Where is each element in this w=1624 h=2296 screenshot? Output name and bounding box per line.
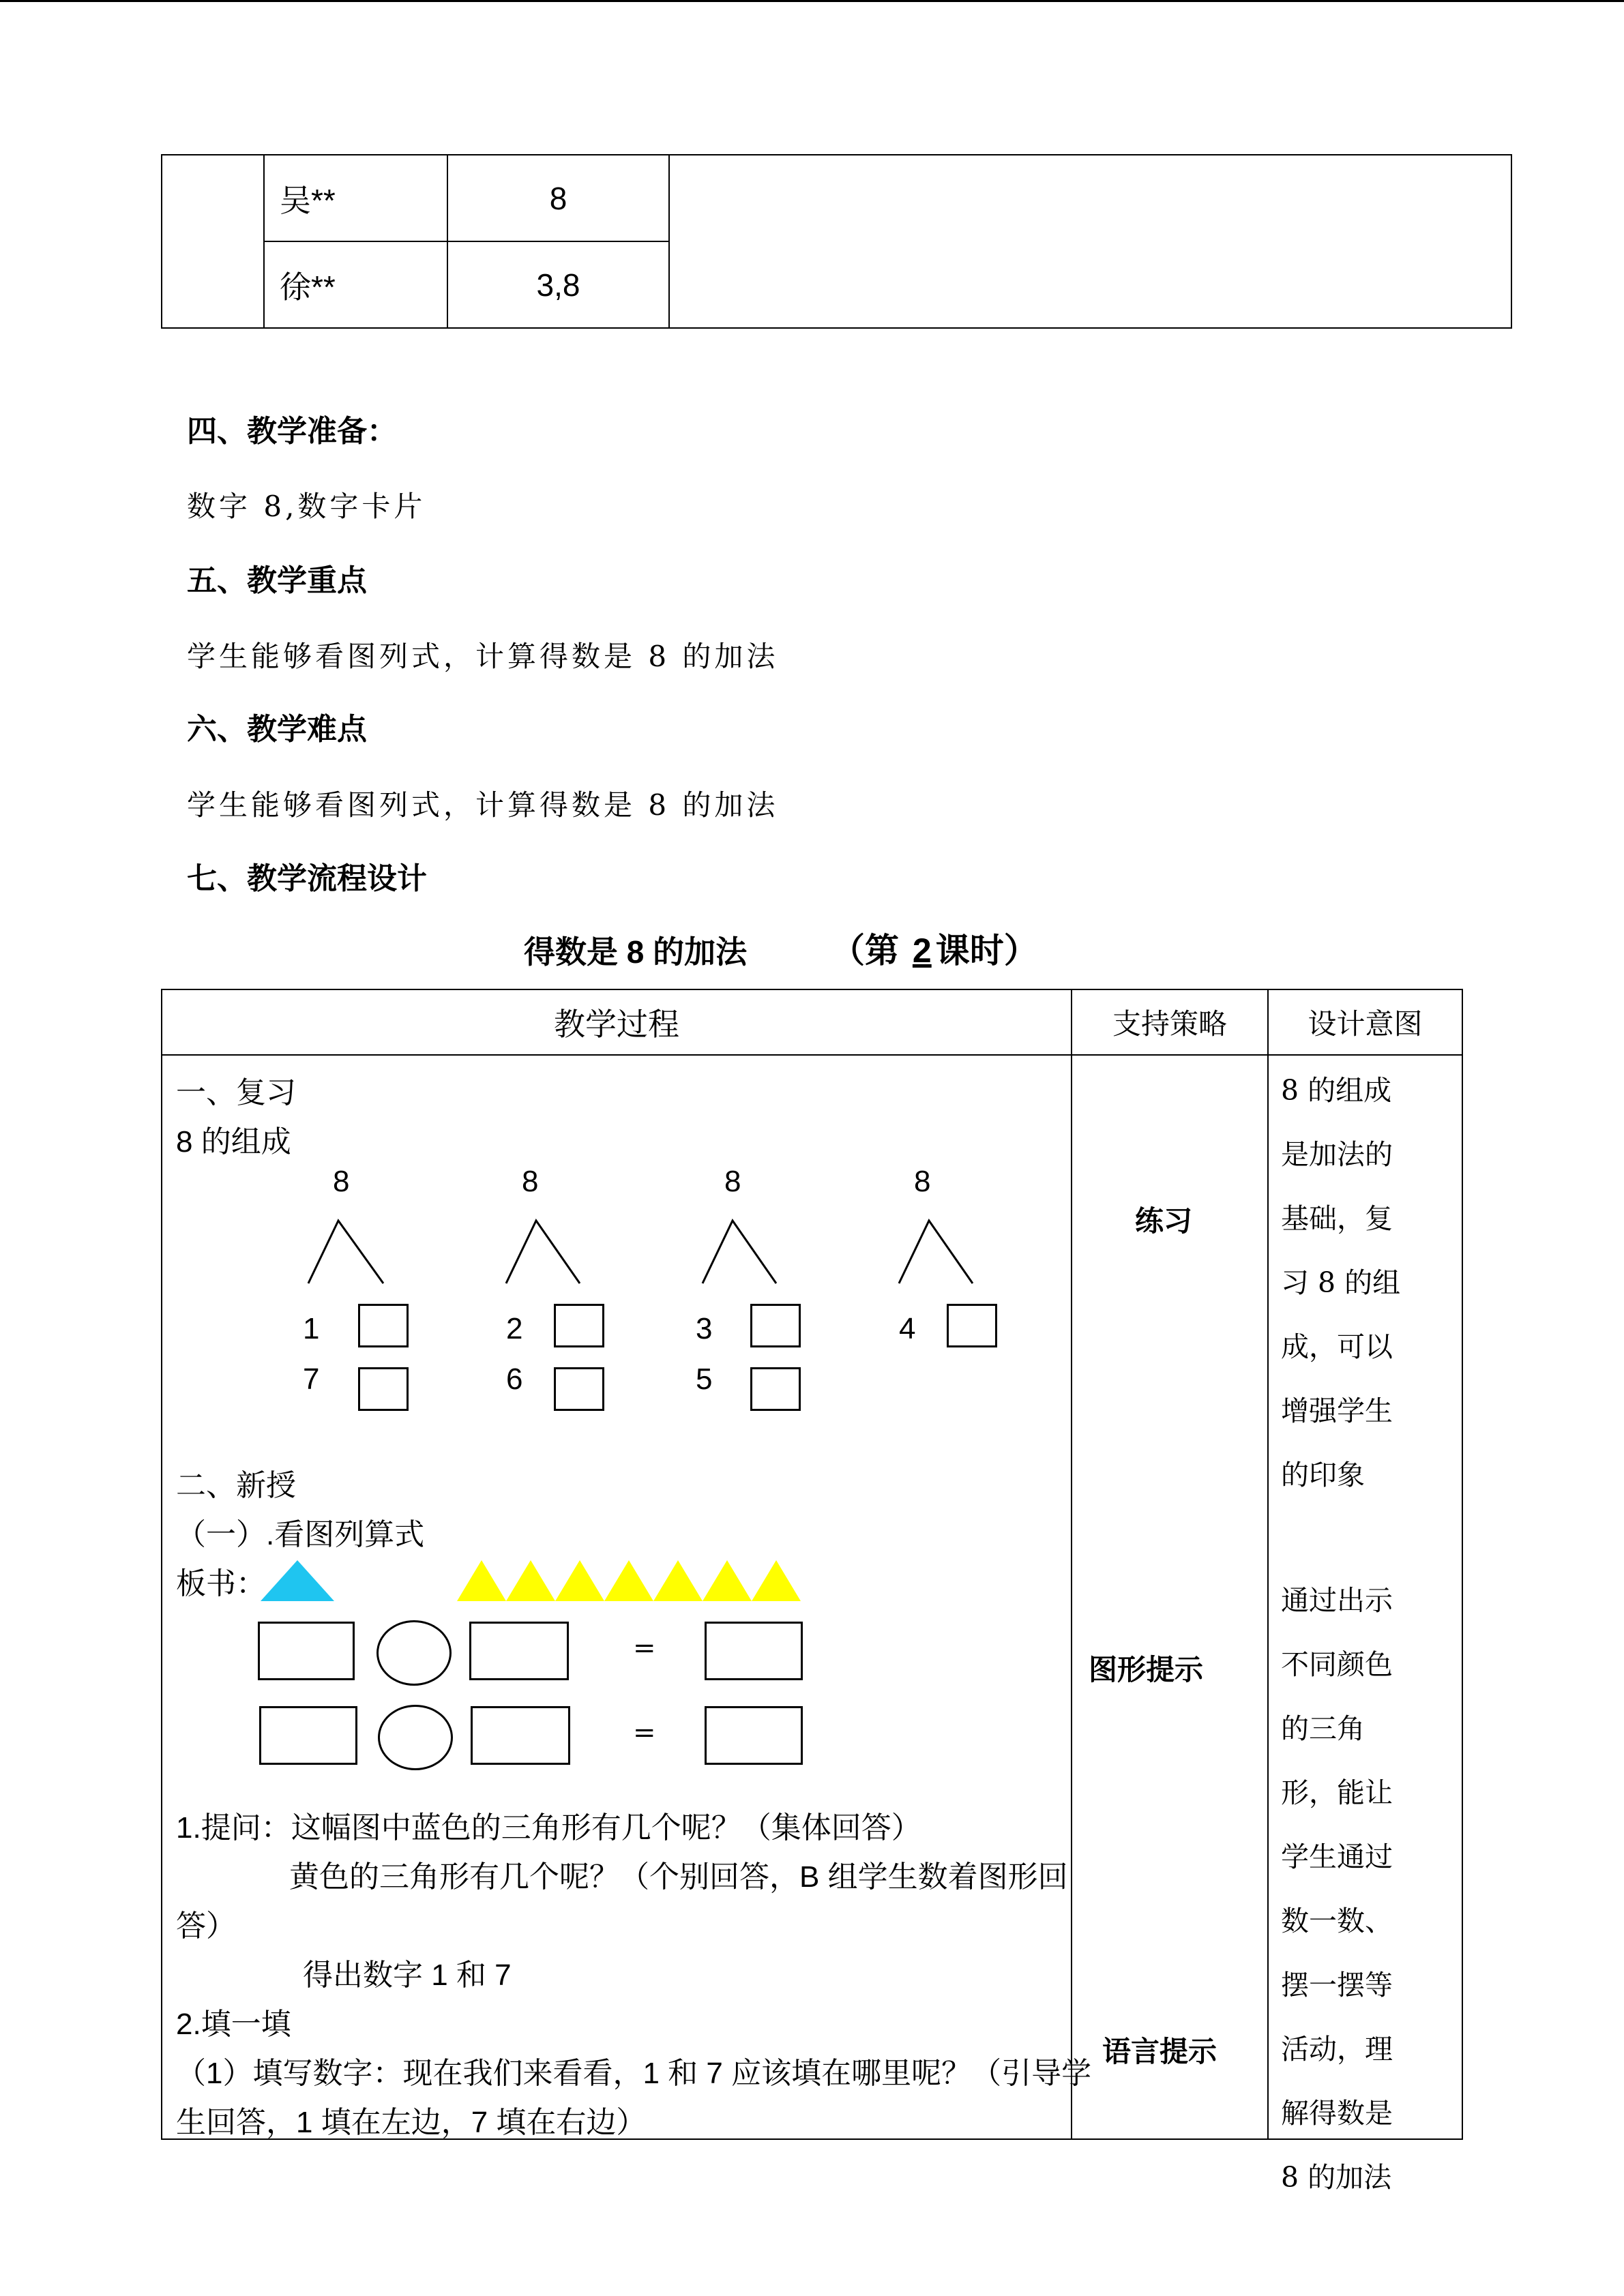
difficulty-heading: 六、教学难点	[187, 713, 367, 746]
strategy-language-hint: 语言提示	[1102, 2035, 1217, 2068]
question-line: 得出数字 1 和 7	[303, 1958, 512, 1992]
fill-line: 生回答，1 填在左边，7 填在右边）	[176, 2106, 647, 2139]
prep-heading: 四、教学准备：	[187, 415, 397, 448]
question-line: 答）	[176, 1909, 236, 1943]
composition-part: 5	[696, 1362, 713, 1396]
yellow-triangle	[752, 1560, 801, 1601]
key-heading: 五、教学重点	[187, 564, 367, 597]
composition-top: 8	[333, 1165, 350, 1198]
composition-top: 8	[914, 1165, 931, 1198]
header-strategy: 支持策略	[1072, 989, 1268, 1055]
composition-top: 8	[724, 1165, 741, 1198]
strategy-graphic-hint: 图形提示	[1089, 1653, 1204, 1686]
difficulty-text: 学生能够看图列式，计算得数是 8 的加法	[187, 788, 779, 822]
yellow-triangle	[555, 1560, 604, 1601]
intent-new-lesson: 通过出示不同颜色的三角形，能让学生通过数一数、摆一摆等活动，理解得数是 8 的加法	[1281, 1584, 1393, 2194]
student-value: 3,8	[447, 241, 669, 328]
composition-part: 4	[899, 1312, 916, 1345]
yellow-triangle	[506, 1560, 555, 1601]
yellow-triangle	[604, 1560, 653, 1601]
yellow-triangle	[703, 1560, 752, 1601]
composition-part: 3	[696, 1312, 713, 1345]
operator-circle[interactable]	[377, 1620, 452, 1686]
new-lesson-subheading: （一）.看图列算式	[176, 1518, 425, 1551]
question-line: 1.提问：这幅图中蓝色的三角形有几个呢？（集体回答）	[176, 1811, 921, 1845]
intent-review: 8 的组成是加法的基础，复习 8 的组成，可以增强学生的印象	[1281, 1074, 1401, 1491]
flow-heading: 七、教学流程设计	[187, 862, 427, 895]
fill-heading: 2.填一填	[176, 2008, 291, 2041]
student-name: 吴**	[264, 155, 447, 241]
equation-box[interactable]	[705, 1622, 803, 1680]
new-lesson-heading: 二、新授	[176, 1469, 296, 1502]
header-process: 教学过程	[162, 989, 1072, 1055]
composition-top: 8	[522, 1165, 539, 1198]
composition-part: 7	[303, 1362, 320, 1396]
board-label: 板书：	[176, 1567, 266, 1600]
equals-sign: =	[633, 1632, 656, 1664]
lesson-title: 得数是 8 的加法	[524, 934, 748, 970]
review-subheading: 8 的组成	[176, 1125, 291, 1159]
key-text: 学生能够看图列式，计算得数是 8 的加法	[187, 640, 779, 673]
equals-sign: =	[633, 1717, 656, 1748]
operator-circle[interactable]	[378, 1705, 453, 1770]
equation-box[interactable]	[471, 1706, 570, 1765]
period-number: 2	[912, 931, 932, 970]
blue-triangle	[261, 1560, 334, 1601]
equation-box[interactable]	[259, 1706, 357, 1765]
equation-box[interactable]	[258, 1622, 355, 1680]
student-name: 徐**	[264, 241, 447, 328]
header-intent: 设计意图	[1268, 989, 1462, 1055]
composition-part: 2	[506, 1312, 523, 1345]
period-suffix: 课时）	[935, 931, 1038, 970]
review-heading: 一、复习	[176, 1076, 296, 1109]
yellow-triangle	[457, 1560, 506, 1601]
prep-text: 数字 8,数字卡片	[187, 490, 426, 523]
equation-box[interactable]	[469, 1622, 569, 1680]
student-value: 8	[447, 155, 669, 241]
yellow-triangle	[653, 1560, 703, 1601]
period-prefix: （第	[831, 931, 899, 970]
strategy-practice: 练习	[1135, 1204, 1193, 1238]
fill-line: （1）填写数字：现在我们来看看，1 和 7 应该填在哪里呢？（引导学	[176, 2057, 1092, 2090]
composition-part: 1	[303, 1312, 320, 1345]
question-line: 黄色的三角形有几个呢？（个别回答，B 组学生数着图形回	[289, 1860, 1068, 1894]
equation-box[interactable]	[705, 1706, 803, 1765]
composition-part: 6	[506, 1362, 523, 1396]
